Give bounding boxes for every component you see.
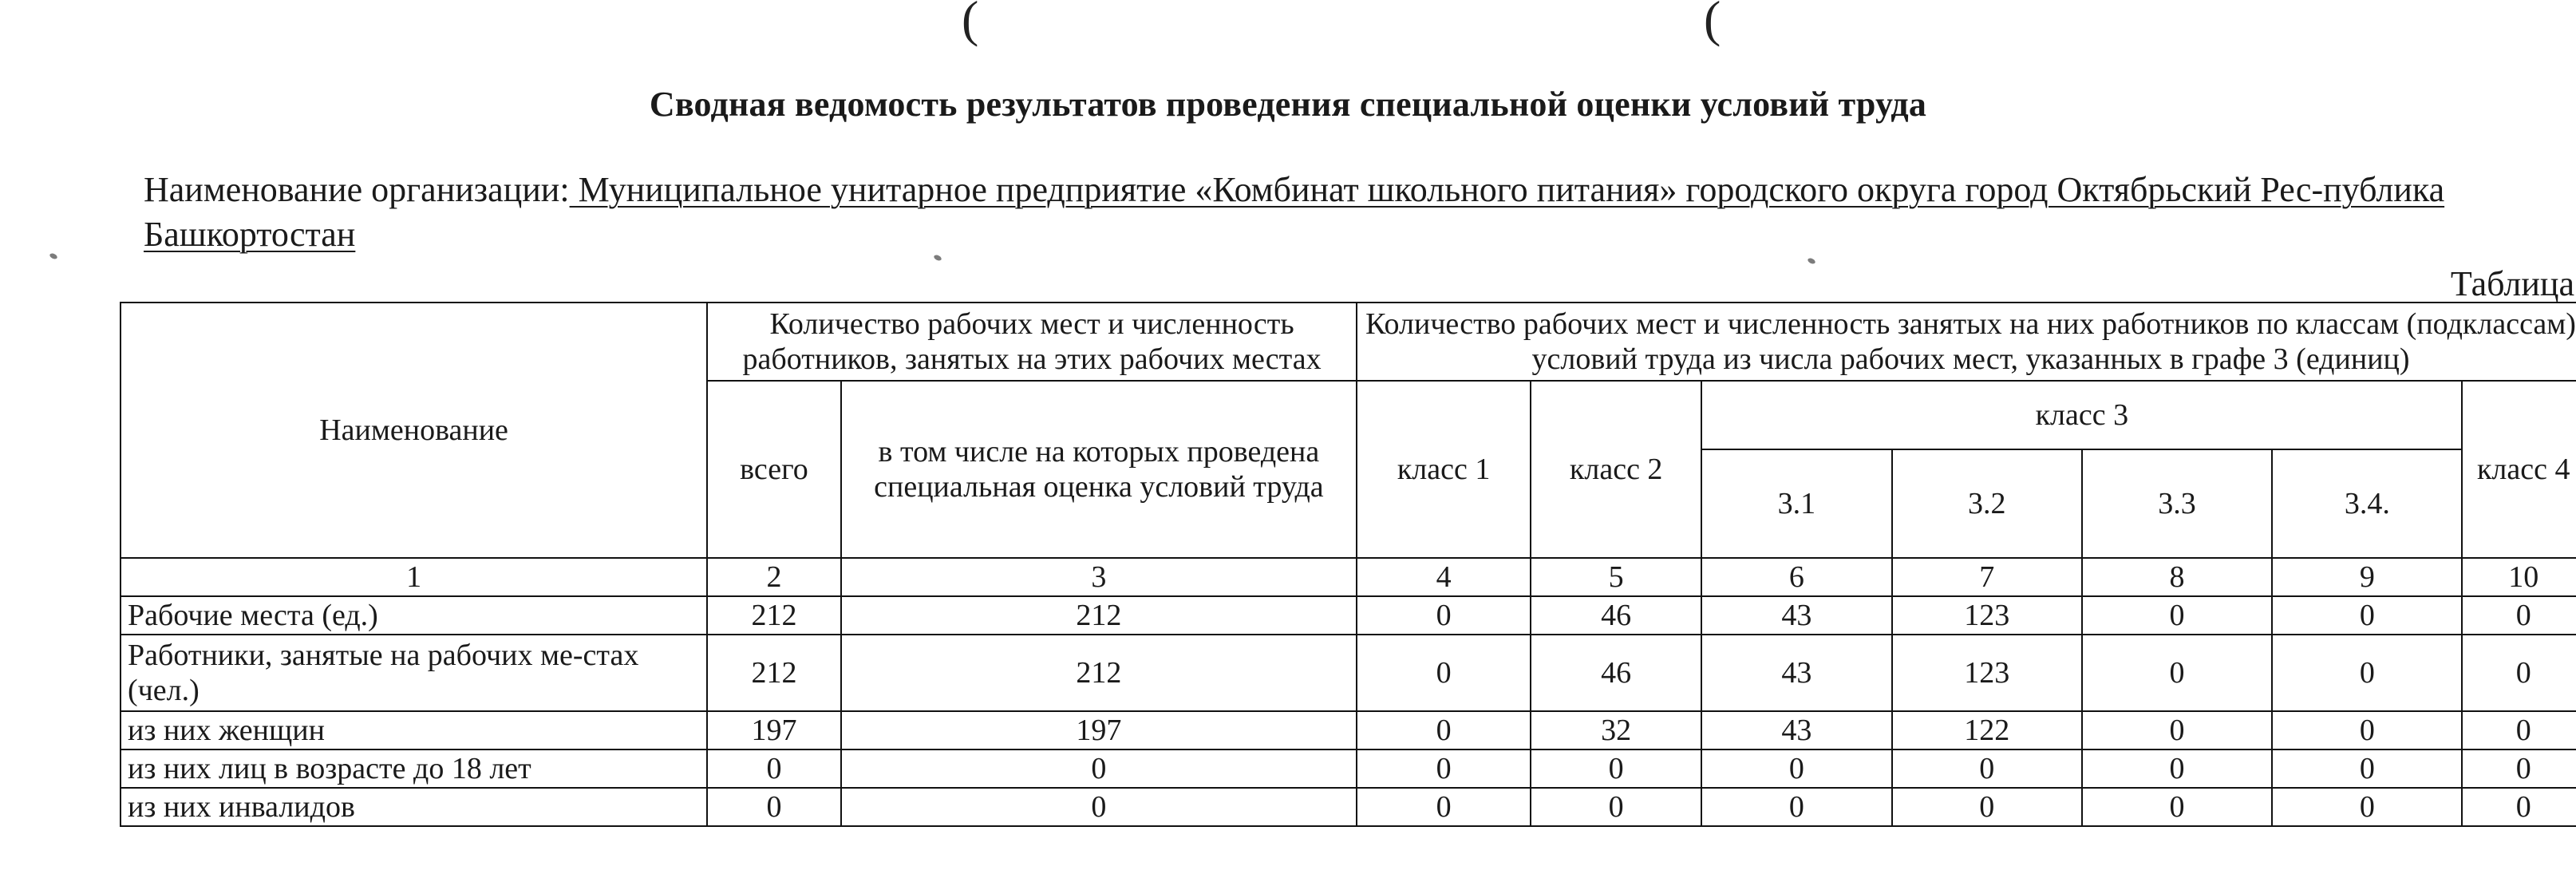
table-cell: 0	[2082, 788, 2272, 826]
column-number: 7	[1892, 558, 2082, 596]
table-cell: 46	[1531, 635, 1701, 711]
row-label: из них женщин	[121, 711, 707, 750]
table-row	[121, 596, 2576, 635]
table-caption: Таблица	[2450, 264, 2574, 303]
table-cell: 123	[1892, 635, 2082, 711]
header-workplaces-group: Количество рабочих мест и численность работников, занятых на этих рабочих местах	[707, 303, 1357, 381]
table-cell: 122	[1892, 711, 2082, 750]
table-cell: 197	[841, 711, 1357, 750]
table-cell: 0	[1531, 750, 1701, 788]
table-cell: 0	[2272, 788, 2462, 826]
table-cell: 0	[2082, 711, 2272, 750]
table-cell: 0	[2272, 711, 2462, 750]
header-subclass-3-2: 3.2	[1892, 449, 2082, 558]
table-cell: 0	[1701, 788, 1891, 826]
table-row	[121, 711, 2576, 750]
organization-line	[144, 168, 2570, 257]
column-number: 10	[2462, 558, 2576, 596]
column-number: 8	[2082, 558, 2272, 596]
table-cell: 43	[1701, 635, 1891, 711]
table-cell: 0	[2462, 788, 2576, 826]
header-subclass-3-1: 3.1	[1701, 449, 1891, 558]
table-cell: 0	[841, 750, 1357, 788]
header-class-2: класс 2	[1531, 381, 1701, 558]
table-cell: 0	[2082, 635, 2272, 711]
table-cell: 0	[707, 788, 841, 826]
table-cell: 0	[1357, 788, 1531, 826]
column-number-row	[121, 558, 2576, 596]
table-cell: 0	[1357, 596, 1531, 635]
table-cell: 212	[841, 596, 1357, 635]
table-cell: 43	[1701, 711, 1891, 750]
scan-speck	[49, 252, 58, 260]
header-class-1: класс 1	[1357, 381, 1531, 558]
table-cell: 46	[1531, 596, 1701, 635]
table-cell: 0	[2082, 750, 2272, 788]
scan-speck	[1807, 257, 1816, 265]
organization-label: Наименование организации:	[144, 170, 570, 209]
column-number: 6	[1701, 558, 1891, 596]
organization-name: Муниципальное унитарное предприятие «Комбинат школьного питания» городского округа город Октябрьский Рес-публика Башкортостан	[144, 170, 2445, 254]
document-title: Сводная ведомость результатов проведения специальной оценки условий труда	[649, 85, 1927, 124]
binding-mark-right: (	[1704, 0, 1721, 47]
table-cell: 0	[2272, 635, 2462, 711]
row-label: Рабочие места (ед.)	[121, 596, 707, 635]
table-cell: 0	[2272, 750, 2462, 788]
table-cell: 212	[707, 635, 841, 711]
row-label: из них лиц в возрасте до 18 лет	[121, 750, 707, 788]
table-cell: 0	[2462, 750, 2576, 788]
table-row	[121, 788, 2576, 826]
column-number: 2	[707, 558, 841, 596]
table-cell: 0	[1357, 635, 1531, 711]
table-cell: 197	[707, 711, 841, 750]
binding-mark-left: (	[962, 0, 979, 47]
header-name: Наименование	[121, 303, 707, 558]
row-label: из них инвалидов	[121, 788, 707, 826]
header-subclass-3-4: 3.4.	[2272, 449, 2462, 558]
column-number: 5	[1531, 558, 1701, 596]
table-cell: 0	[2272, 596, 2462, 635]
table-cell: 0	[1892, 788, 2082, 826]
header-classes-group: Количество рабочих мест и численность занятых на них работников по классам (подклассам) условий труда из числа рабочих мест, указанных в графе 3 (единиц)	[1357, 303, 2576, 381]
table-cell: 0	[2462, 596, 2576, 635]
column-number: 1	[121, 558, 707, 596]
column-number: 3	[841, 558, 1357, 596]
table-cell: 0	[1701, 750, 1891, 788]
header-subclass-3-3: 3.3	[2082, 449, 2272, 558]
table-cell: 0	[1531, 788, 1701, 826]
table-cell: 0	[2462, 711, 2576, 750]
table-row	[121, 635, 2576, 711]
table-cell: 0	[707, 750, 841, 788]
table-cell: 123	[1892, 596, 2082, 635]
table-cell: 32	[1531, 711, 1701, 750]
table-cell: 212	[707, 596, 841, 635]
column-number: 9	[2272, 558, 2462, 596]
table-cell: 0	[2082, 596, 2272, 635]
header-class-4: класс 4	[2462, 381, 2576, 558]
table-cell: 0	[1357, 750, 1531, 788]
header-total: всего	[707, 381, 841, 558]
table-row	[121, 750, 2576, 788]
table-cell: 0	[1357, 711, 1531, 750]
table-cell: 0	[841, 788, 1357, 826]
header-class-3: класс 3	[1701, 381, 2462, 449]
table-cell: 0	[1892, 750, 2082, 788]
row-label: Работники, занятые на рабочих ме-стах (чел.)	[121, 635, 707, 711]
table-cell: 0	[2462, 635, 2576, 711]
header-assessed: в том числе на которых проведена специальная оценка условий труда	[841, 381, 1357, 558]
table-cell: 212	[841, 635, 1357, 711]
table-cell: 43	[1701, 596, 1891, 635]
column-number: 4	[1357, 558, 1531, 596]
summary-table	[120, 302, 2576, 827]
